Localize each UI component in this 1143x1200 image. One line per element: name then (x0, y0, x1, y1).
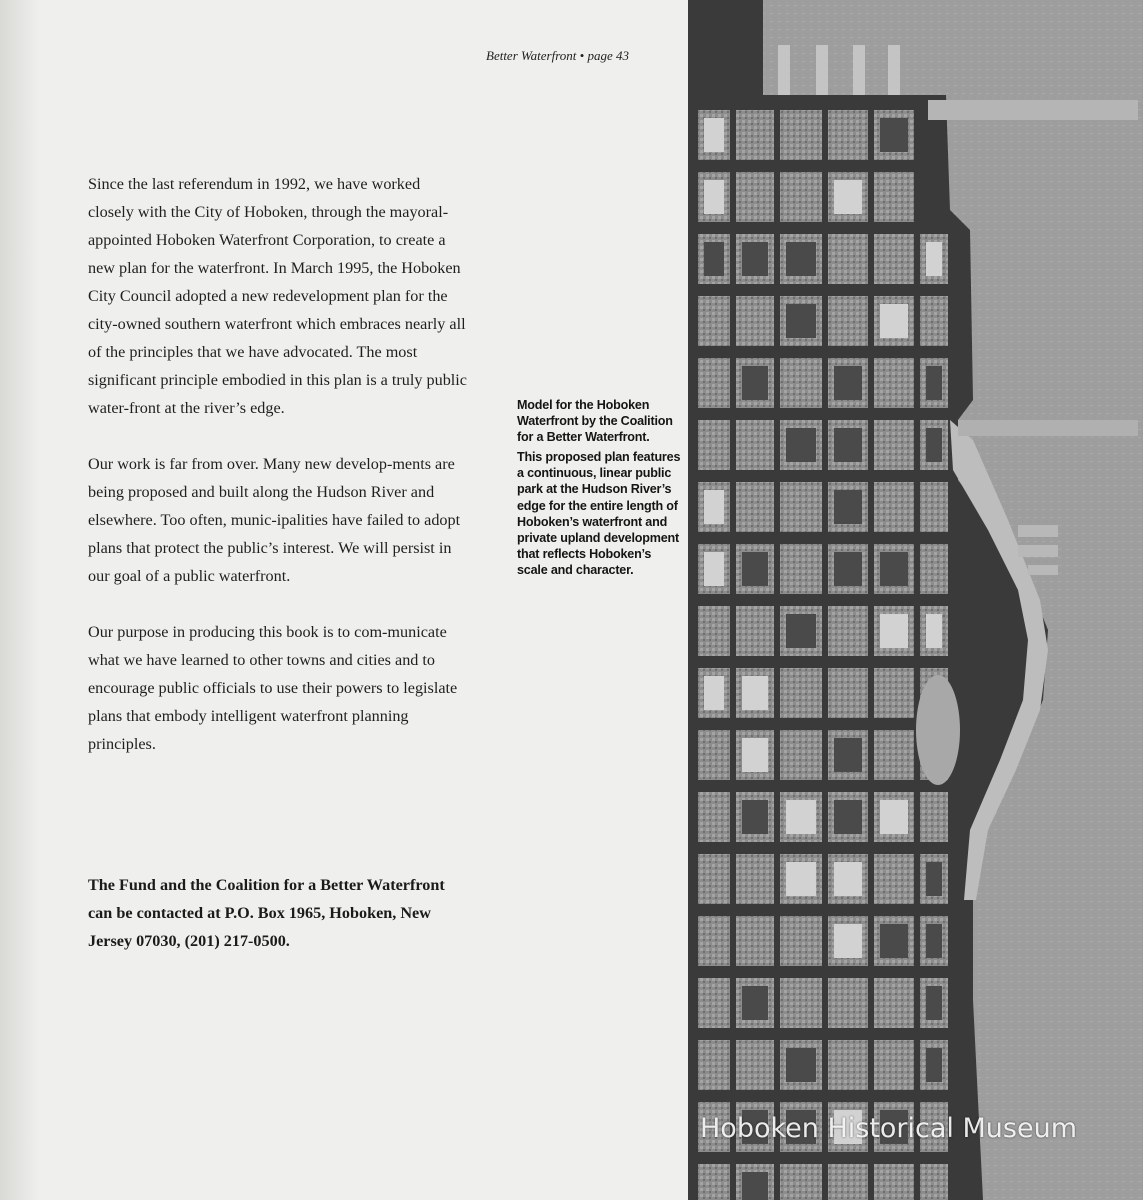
city-block (698, 1164, 730, 1200)
running-head: Better Waterfront • page 43 (486, 48, 629, 63)
city-block (920, 482, 948, 532)
city-block (920, 296, 948, 346)
block-courtyard (880, 552, 908, 586)
caption-text: This proposed plan features a continuous, linear public park at the Hudson River’s edge for the entire length of Hoboken’s waterfront and private upland development that reflects Hoboken’s scale and character. (517, 450, 681, 577)
block-courtyard (880, 614, 908, 648)
aerial-model-image (688, 0, 1143, 1200)
museum-watermark: Hoboken Historical Museum (700, 1113, 1078, 1144)
block-courtyard (742, 676, 768, 710)
city-block (736, 606, 774, 656)
city-block (780, 978, 822, 1028)
city-block (828, 234, 868, 284)
block-courtyard (834, 180, 862, 214)
block-courtyard (834, 490, 862, 524)
block-courtyard (880, 118, 908, 152)
paragraph-3: Our purpose in producing this book is to com-municate what we have learned to other towns and cities and to encourage public officials to use their powers to legislate plans that embody intelligent waterfront planning principles. (88, 623, 458, 753)
city-block (920, 792, 948, 842)
city-block (698, 420, 730, 470)
city-block (698, 792, 730, 842)
city-block (780, 730, 822, 780)
city-block (698, 916, 730, 966)
city-block (874, 1040, 914, 1090)
block-courtyard (880, 924, 908, 958)
city-block (828, 668, 868, 718)
city-block (780, 916, 822, 966)
city-block (736, 854, 774, 904)
block-courtyard (704, 676, 724, 710)
city-block (874, 978, 914, 1028)
city-block (920, 1164, 948, 1200)
waterfront-model-photo (688, 0, 1143, 1200)
city-block (828, 296, 868, 346)
city-block (698, 730, 730, 780)
city-block (698, 358, 730, 408)
photo-caption (517, 397, 682, 578)
city-block (736, 420, 774, 470)
block-courtyard (786, 242, 816, 276)
city-block (828, 1164, 868, 1200)
city-block (780, 1164, 822, 1200)
block-courtyard (742, 1172, 768, 1200)
city-block (874, 358, 914, 408)
block-courtyard (704, 552, 724, 586)
block-courtyard (786, 428, 816, 462)
block-courtyard (834, 800, 862, 834)
city-block (874, 234, 914, 284)
caption-title: Model for the Hoboken Waterfront by the Coalition for a Better Waterfront. (517, 398, 673, 445)
block-courtyard (880, 800, 908, 834)
city-block (780, 668, 822, 718)
city-block (736, 916, 774, 966)
paragraph-2: Our work is far from over. Many new develop-ments are being proposed and built along the Hudson River and elsewhere. Too often, munic-ipalities have failed to adopt plans that protect the public’s interest. We will persist in our goal of a public waterfront. (88, 455, 461, 585)
city-block (780, 482, 822, 532)
block-courtyard (834, 428, 862, 462)
contact-info: The Fund and the Coalition for a Better Waterfront can be contacted at P.O. Box 1965, Hoboken, New Jersey 07030, (201) 217-0500. (88, 876, 445, 950)
city-block (828, 1040, 868, 1090)
city-block (828, 978, 868, 1028)
city-block (736, 172, 774, 222)
city-block (780, 358, 822, 408)
block-courtyard (926, 428, 942, 462)
city-block (736, 1040, 774, 1090)
block-courtyard (742, 242, 768, 276)
block-courtyard (742, 986, 768, 1020)
city-block (874, 482, 914, 532)
city-block (698, 296, 730, 346)
block-courtyard (926, 366, 942, 400)
block-courtyard (834, 924, 862, 958)
block-courtyard (786, 614, 816, 648)
city-block (874, 854, 914, 904)
city-block (780, 544, 822, 594)
block-courtyard (704, 180, 724, 214)
block-courtyard (742, 738, 768, 772)
page-gutter-shadow (0, 0, 40, 1200)
block-courtyard (926, 242, 942, 276)
city-block (874, 730, 914, 780)
city-block (698, 1040, 730, 1090)
city-block (736, 296, 774, 346)
city-block (828, 110, 868, 160)
city-block (780, 110, 822, 160)
block-courtyard (834, 862, 862, 896)
block-courtyard (926, 862, 942, 896)
block-courtyard (704, 118, 724, 152)
city-block (736, 482, 774, 532)
city-block (874, 1164, 914, 1200)
block-courtyard (786, 862, 816, 896)
block-courtyard (926, 614, 942, 648)
block-courtyard (742, 366, 768, 400)
block-courtyard (926, 1048, 942, 1082)
block-courtyard (704, 242, 724, 276)
block-courtyard (786, 304, 816, 338)
block-courtyard (742, 552, 768, 586)
city-block (736, 110, 774, 160)
city-block (874, 420, 914, 470)
block-courtyard (786, 800, 816, 834)
city-block (698, 854, 730, 904)
block-courtyard (742, 800, 768, 834)
block-courtyard (926, 986, 942, 1020)
block-courtyard (704, 490, 724, 524)
city-block (780, 172, 822, 222)
block-courtyard (880, 304, 908, 338)
block-courtyard (834, 738, 862, 772)
city-block (920, 544, 948, 594)
block-courtyard (786, 1048, 816, 1082)
city-block (828, 606, 868, 656)
city-block (874, 172, 914, 222)
paragraph-1: Since the last referendum in 1992, we have worked closely with the City of Hoboken, through the mayoral-appointed Hoboken Waterfront Corporation, to create a new plan for the waterfront. In March 1995, the Hoboken City Council adopted a new redevelopment plan for the city-owned southern waterfront which embraces nearly all of the principles that we have advocated. The most significant principle embodied in this plan is a truly public water-front at the river’s edge. (88, 175, 467, 417)
block-courtyard (834, 552, 862, 586)
body-text (88, 170, 468, 758)
city-block (698, 606, 730, 656)
city-block (698, 978, 730, 1028)
block-courtyard (834, 366, 862, 400)
city-block (874, 668, 914, 718)
block-courtyard (926, 924, 942, 958)
